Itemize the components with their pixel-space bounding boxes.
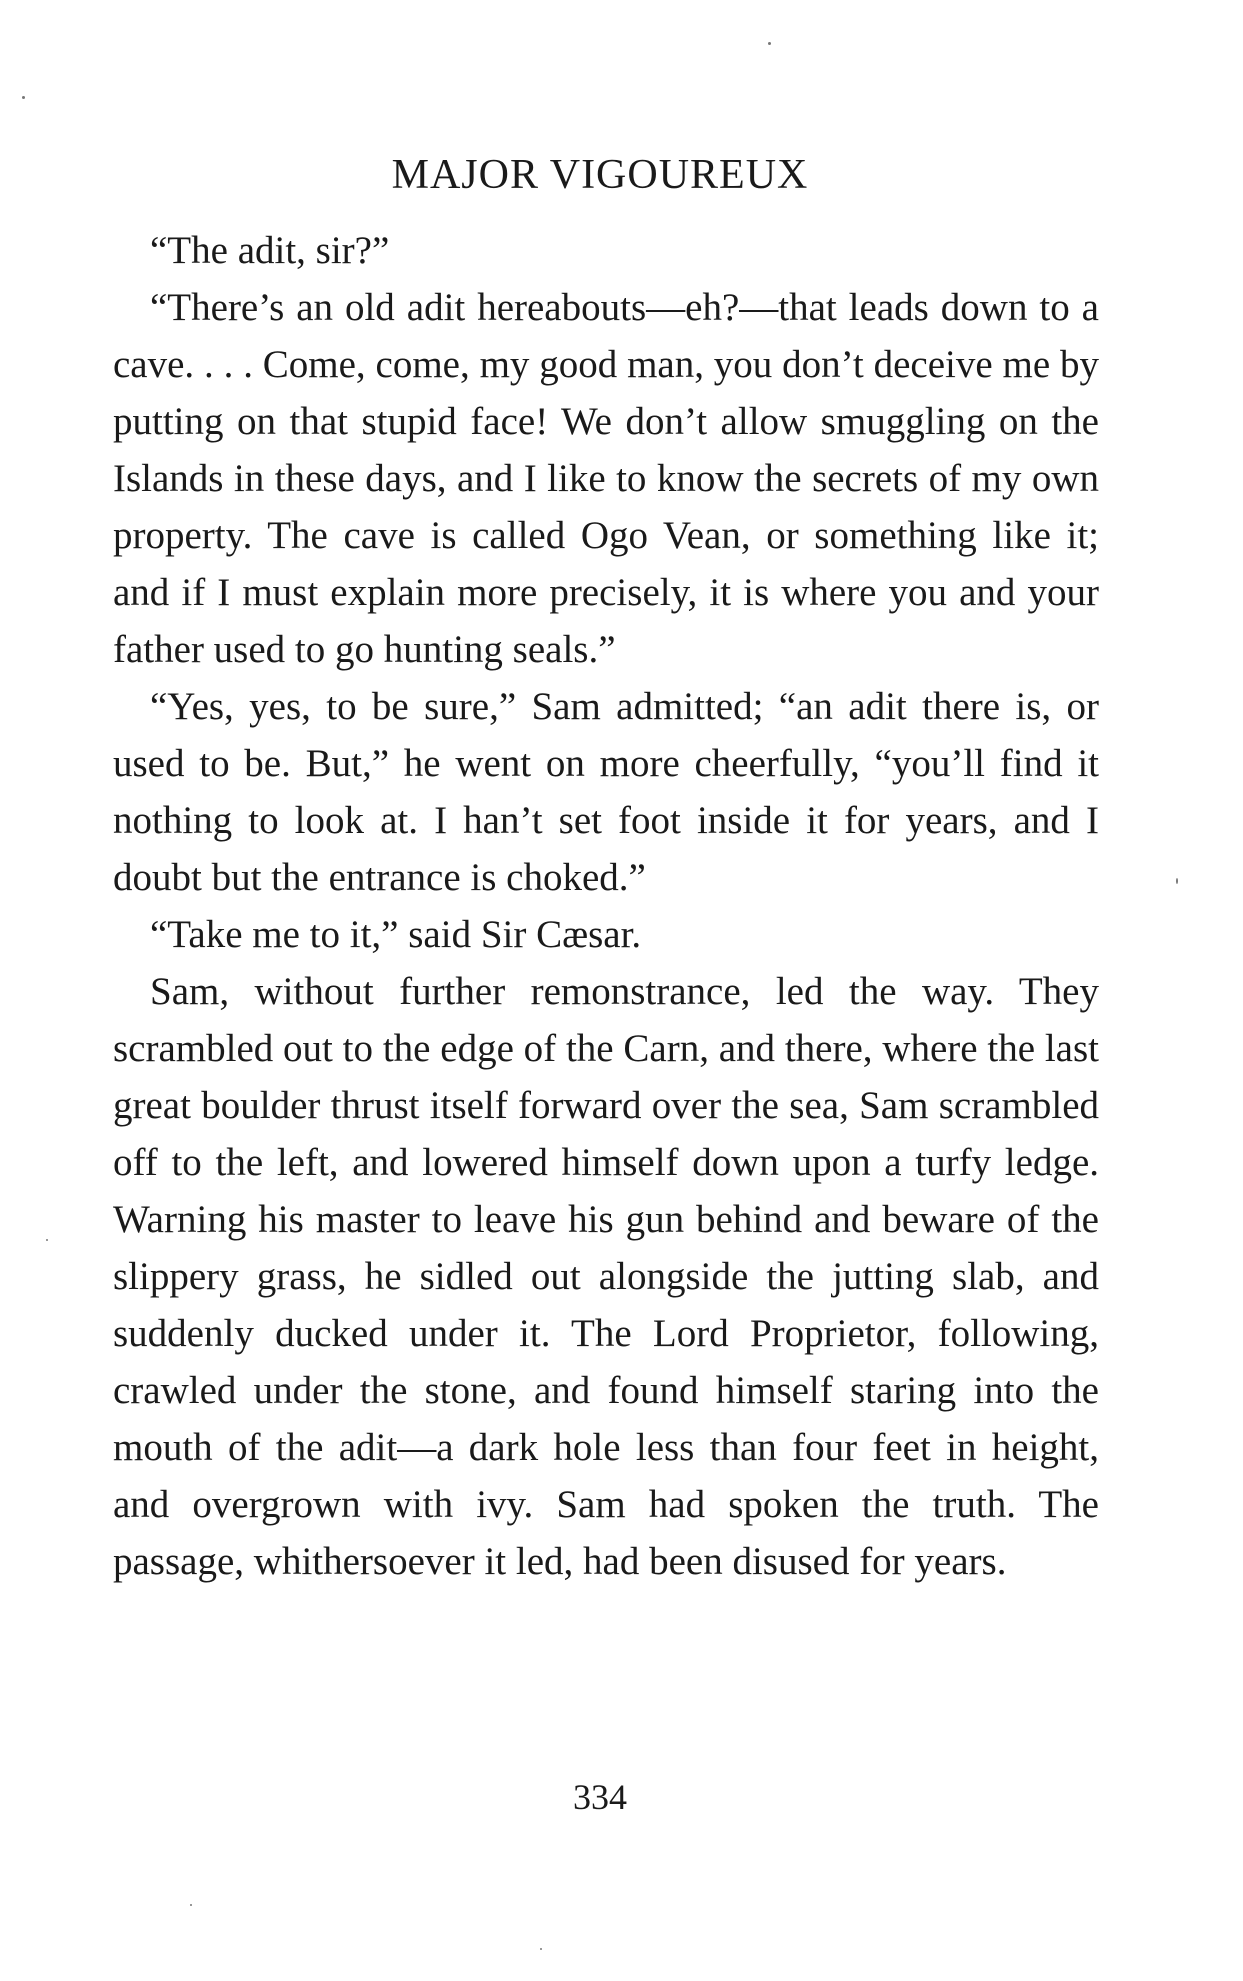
paper-speck <box>768 42 771 45</box>
page-number: 334 <box>573 1777 627 1817</box>
paper-speck <box>540 1948 542 1950</box>
paragraph: “Take me to it,” said Sir Cæsar. <box>150 913 642 956</box>
paper-speck <box>22 96 25 99</box>
paper-speck <box>1176 878 1178 884</box>
running-head: MAJOR VIGOUREUX <box>391 152 809 198</box>
paper-speck <box>46 1239 48 1241</box>
body-text <box>113 222 1099 1590</box>
paper-speck <box>190 1904 192 1906</box>
paragraph: “There’s an old adit hereabouts—eh?—that leads down to a cave. . . . Come, come, my good man, you don’t deceive me by putting on that stupid face! We don’t allow smuggling on the Islands in these days, and I like to know the secrets of my own property. The cave is called Ogo Vean, or something like it; and if I must explain more precisely, it is where you and your father used to go hunting seals.” <box>113 286 1099 671</box>
paragraph: Sam, without further remonstrance, led the way. They scrambled out to the edge of the Carn, and there, where the last great boulder thrust itself forward over the sea, Sam scrambled off to the left, and lowered himself down upon a turfy ledge. Warning his master to leave his gun behind and beware of the slippery grass, he sidled out alongside the jutting slab, and suddenly ducked under it. The Lord Proprietor, following, crawled under the stone, and found himself staring into the mouth of the adit—a dark hole less than four feet in height, and overgrown with ivy. Sam had spoken the truth. The passage, whithersoever it led, had been disused for years. <box>113 970 1099 1583</box>
paragraph: “Yes, yes, to be sure,” Sam admitted; “an adit there is, or used to be. But,” he went on more cheerfully, “you’ll find it nothing to look at. I han’t set foot inside it for years, and I doubt but the entrance is choked.” <box>113 685 1099 899</box>
paragraph: “The adit, sir?” <box>150 229 390 272</box>
